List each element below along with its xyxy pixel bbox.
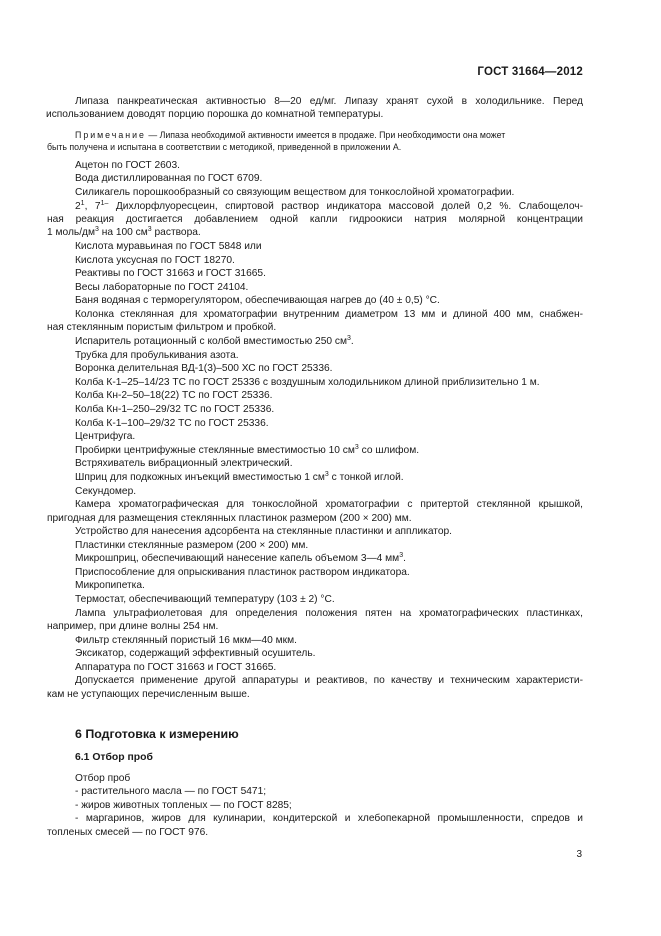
allowed-line-1: Допускается применение другой аппаратуры и реактивов, по качеству и техническим характеристи-	[75, 675, 583, 687]
item-thermostat: Термостат, обеспечивающий температуру (103 ± 2) °С.	[75, 594, 335, 606]
item-desiccator: Эксикатор, содержащий эффективный осушитель.	[75, 648, 316, 660]
dcf-sup-3: 3	[94, 226, 99, 234]
tubes-text: Пробирки центрифужные стеклянные вместимостью 10 см	[75, 444, 355, 456]
document-header: ГОСТ 31664—2012	[477, 66, 583, 78]
syringe-text: Шприц для подкожных инъекций вместимостью 1 см	[75, 471, 325, 483]
item-acetic-acid: Кислота уксусная по ГОСТ 18270.	[75, 254, 235, 266]
column-line-2: ная стеклянным пористым фильтром и пробкой.	[47, 322, 277, 334]
dcf-line-3c: раствора.	[151, 227, 201, 239]
chamber-line-2: пригодная для размещения стеклянных пластинок размером (200 × 200) мм.	[47, 512, 412, 524]
dcf-line-1: Дихлорфлуоресцеин, спиртовой раствор индикатора массовой долей 0,2 %. Слабощелоч-	[108, 200, 584, 212]
dcf-line-2: ная реакция достигается добавлением одной капли гидроокиси натрия молярной концентрации	[47, 214, 583, 225]
intro-line-2: использованием доводят порцию порошка до комнатной температуры.	[46, 109, 384, 121]
microsyringe-end: .	[403, 553, 406, 565]
microsyringe-sup: 3	[399, 552, 404, 560]
note-text-2: быть получена и испытана в соответствии с методикой, приведенной в приложении А.	[47, 141, 402, 152]
section-6-heading: 6 Подготовка к измерению	[75, 727, 239, 742]
item-water-bath: Баня водяная с терморегулятором, обеспечивающая нагрев до (40 ± 0,5) °С.	[75, 295, 440, 307]
dcf-sup-4: 3	[147, 226, 152, 234]
note-text-1: — Липаза необходимой активности имеется в продаже. При необходимости она может	[145, 129, 506, 140]
item-chamber	[47, 498, 583, 525]
syringe-sup: 3	[324, 470, 329, 478]
document-body	[47, 95, 583, 839]
uvlamp-line-1: Лампа ультрафиолетовая для определения положения пятен на хроматографических пластинках,	[75, 607, 583, 619]
dcf-sup-2: 1–	[100, 199, 109, 207]
tubes-end: со шлифом.	[358, 444, 420, 456]
uvlamp-line-2: например, при длине волны 254 нм.	[47, 621, 219, 633]
chamber-line-1: Камера хроматографическая для тонкослойной хроматографии с притертой стеклянной крышкой,	[75, 499, 583, 511]
item-applicator: Устройство для нанесения адсорбента на стеклянные пластинки и аппликатор.	[75, 526, 452, 538]
item-shaker: Встряхиватель вибрационный электрический.	[75, 458, 293, 470]
item-filter: Фильтр стеклянный пористый 16 мкм—40 мкм.	[75, 634, 297, 646]
item-formic-acid: Кислота муравьиная по ГОСТ 5848 или	[75, 241, 262, 252]
tubes-sup: 3	[354, 443, 359, 451]
item-funnel: Воронка делительная ВД-1(3)–500 ХС по ГОСТ 25336.	[75, 363, 333, 375]
item-apparatus: Аппаратура по ГОСТ 31663 и ГОСТ 31665.	[75, 661, 277, 673]
item-centrifuge: Центрифуга.	[75, 431, 136, 443]
item-allowed	[47, 674, 583, 701]
evaporator-end: .	[350, 335, 354, 347]
sampling-item-3-line-1: - маргаринов, жиров для кулинарии, кондитерской и хлебопекарной промышленности, спредов и	[75, 813, 583, 825]
sampling-intro: Отбор проб	[75, 773, 131, 785]
item-flask-4: Колба К-1–100–29/32 ТС по ГОСТ 25336.	[75, 417, 269, 429]
item-water: Вода дистиллированная по ГОСТ 6709.	[75, 173, 263, 185]
item-acetone: Ацетон по ГОСТ 2603.	[75, 159, 180, 171]
sampling-item-3-line-2: топленых смесей — по ГОСТ 976.	[47, 826, 209, 838]
item-centrifuge-tubes	[47, 444, 583, 457]
dcf-prefix: 2	[75, 200, 81, 212]
sampling-list	[47, 772, 583, 839]
item-tube: Трубка для пробулькивания азота.	[75, 349, 239, 361]
evaporator-sup: 3	[346, 334, 351, 342]
dcf-line-3b: на 100 см	[98, 227, 148, 239]
evaporator-text: Испаритель ротационный с колбой вместимостью 250 см	[75, 335, 347, 347]
item-flask-3: Колба Кн-1–250–29/32 ТС по ГОСТ 25336.	[75, 403, 275, 415]
item-column	[47, 308, 583, 335]
materials-list	[47, 159, 583, 701]
dcf-mid: , 7	[84, 200, 101, 212]
item-evaporator	[47, 335, 583, 348]
item-dichlorofluorescein	[47, 200, 583, 240]
intro-line-1: Липаза панкреатическая активностью 8—20 ед/мг. Липазу хранят сухой в холодильнике. Перед	[75, 96, 583, 107]
intro-paragraph	[47, 95, 583, 122]
item-stopwatch: Секундомер.	[75, 485, 137, 497]
column-line-1: Колонка стеклянная для хроматографии внутренним диаметром 13 мм и длиной 400 мм, снабжен-	[75, 308, 583, 320]
section-6-1-heading: 6.1 Отбор проб	[75, 751, 153, 763]
item-microsyringe	[47, 552, 583, 565]
dcf-sup-1: 1	[80, 199, 85, 207]
item-uv-lamp	[47, 607, 583, 634]
item-sprayer: Приспособление для опрыскивания пластинок раствором индикатора.	[75, 566, 410, 578]
item-syringe	[47, 471, 583, 484]
dcf-line-3a: 1 моль/дм	[47, 227, 95, 239]
item-silica: Силикагель порошкообразный со связующим веществом для тонкослойной хроматографии.	[75, 187, 515, 198]
page-number: 3	[576, 849, 582, 860]
note-label: Примечание	[75, 129, 146, 140]
microsyringe-text: Микрошприц, обеспечивающий нанесение капель объемом 3—4 мм	[75, 553, 400, 565]
sampling-item-1: - растительного масла — по ГОСТ 5471;	[75, 786, 267, 798]
item-flask-2: Колба Кн-2–50–18(22) ТС по ГОСТ 25336.	[75, 390, 273, 402]
item-micropipette: Микропипетка.	[75, 580, 145, 592]
item-flask-1: Колба К-1–25–14/23 ТС по ГОСТ 25336 с воздушным холодильником длиной приблизительно 1 м.	[75, 376, 540, 388]
sampling-item-2: - жиров животных топленых — по ГОСТ 8285;	[75, 799, 292, 811]
allowed-line-2: кам не уступающих перечисленным выше.	[47, 688, 250, 700]
item-plates: Пластинки стеклянные размером (200 × 200) мм.	[75, 539, 309, 551]
item-reagents: Реактивы по ГОСТ 31663 и ГОСТ 31665.	[75, 268, 266, 280]
note-paragraph	[47, 129, 583, 153]
item-scales: Весы лабораторные по ГОСТ 24104.	[75, 281, 249, 293]
syringe-end: с тонкой иглой.	[328, 471, 404, 483]
